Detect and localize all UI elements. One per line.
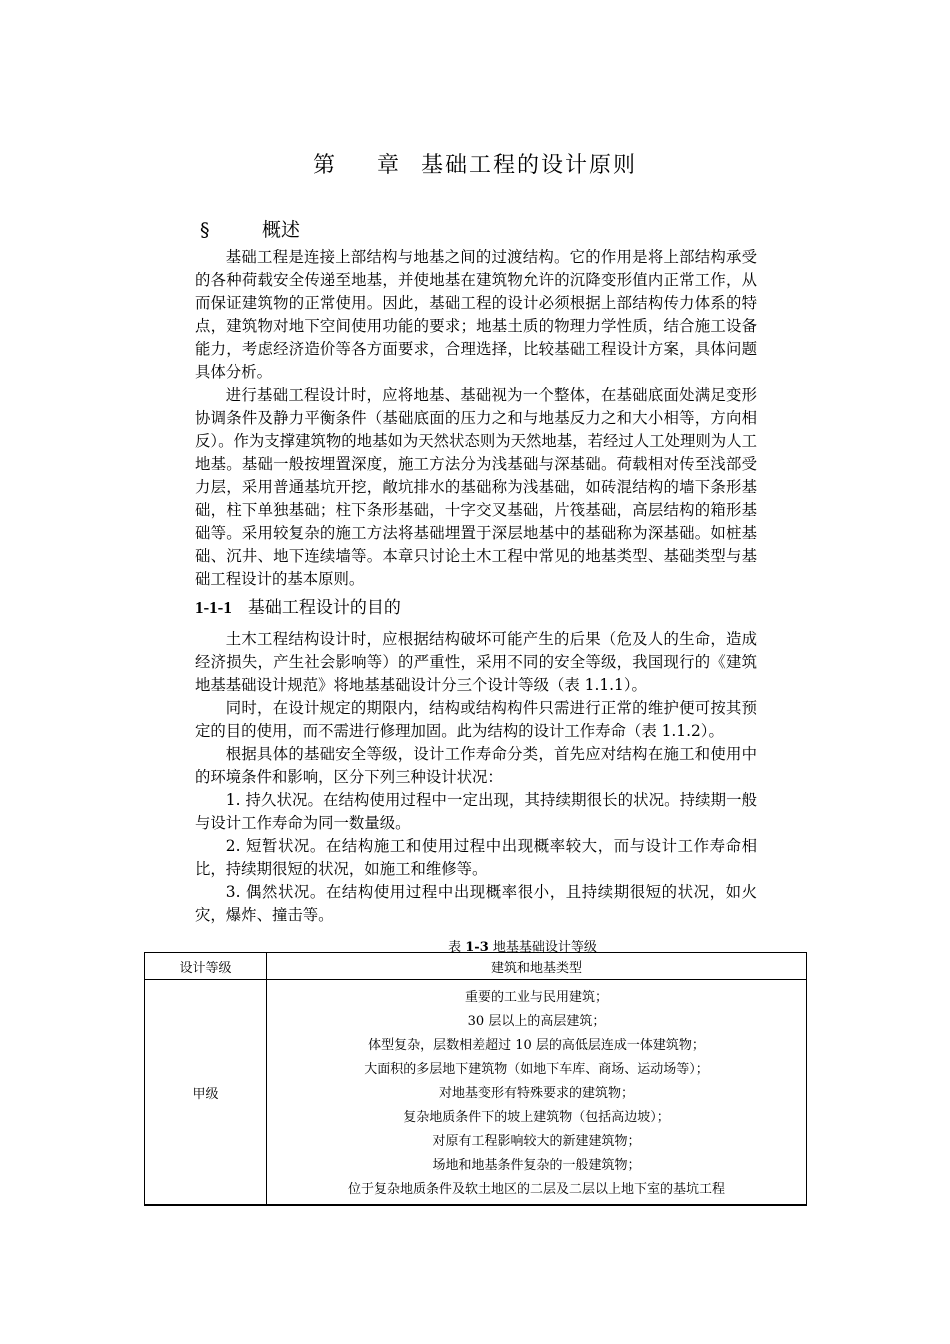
subsection-heading bbox=[195, 593, 401, 618]
building-type-item: 体型复杂，层数相差超过 10 层的高低层连成一体建筑物； bbox=[368, 1038, 705, 1053]
section-heading bbox=[200, 215, 300, 242]
design-grade-table bbox=[144, 952, 807, 1206]
paragraph: 土木工程结构设计时，应根据结构破坏可能产生的后果（危及人的生命，造成经济损失，产生社会影响等）的严重性，采用不同的安全等级，我国现行的《建筑地基基础设计规范》将地基基础设计分三个设计等级（表 1.1.1）。 bbox=[195, 630, 757, 694]
types-cell bbox=[267, 980, 807, 1206]
building-type-item: 重要的工业与民用建筑； bbox=[464, 990, 608, 1005]
table-row bbox=[145, 980, 807, 1206]
grade-cell: 甲级 bbox=[145, 980, 267, 1206]
section-symbol: § bbox=[200, 219, 210, 241]
chapter-name: 基础工程的设计原则 bbox=[421, 153, 638, 178]
caption-prefix: 表 bbox=[448, 940, 462, 955]
subsection-number: 1-1-1 bbox=[195, 598, 232, 617]
subsection-title: 基础工程设计的目的 bbox=[247, 598, 401, 618]
caption-number: 1-3 bbox=[465, 940, 489, 955]
paragraph: 根据具体的基础安全等级，设计工作寿命分类，首先应对结构在施工和使用中的环境条件和影响，区分下列三种设计状况： bbox=[195, 745, 757, 786]
list-item: 3. 偶然状况。在结构使用过程中出现概率很小，且持续期很短的状况，如火灾，爆炸、撞击等。 bbox=[195, 883, 757, 924]
caption-text: 地基基础设计等级 bbox=[492, 940, 597, 955]
paragraph: 同时，在设计规定的期限内，结构或结构构件只需进行正常的维护便可按其预定的目的使用，而不需进行修理加固。此为结构的设计工作寿命（表 1.1.2）。 bbox=[195, 699, 757, 740]
chapter-suffix: 章 bbox=[376, 153, 401, 178]
building-type-item: 复杂地质条件下的坡上建筑物（包括高边坡）； bbox=[403, 1110, 670, 1125]
list-item: 2. 短暂状况。在结构施工和使用过程中出现概率较大，而与设计工作寿命相比，持续期很短的状况，如施工和维修等。 bbox=[195, 837, 757, 878]
building-type-item: 30 层以上的高层建筑； bbox=[467, 1014, 606, 1029]
section-title: 概述 bbox=[262, 219, 301, 241]
overview-text bbox=[195, 246, 757, 591]
types-list bbox=[267, 980, 806, 1204]
purpose-text bbox=[195, 628, 757, 927]
table-header-row bbox=[145, 953, 807, 980]
chapter-title bbox=[0, 148, 950, 179]
building-type-item: 对原有工程影响较大的新建建筑物； bbox=[432, 1134, 641, 1149]
building-type-item: 场地和地基条件复杂的一般建筑物； bbox=[432, 1158, 641, 1173]
header-grade: 设计等级 bbox=[145, 953, 267, 980]
chapter-prefix: 第 bbox=[312, 153, 337, 178]
building-type-item: 对地基变形有特殊要求的建筑物； bbox=[438, 1086, 634, 1101]
building-type-item: 位于复杂地质条件及软土地区的二层及二层以上地下室的基坑工程 bbox=[347, 1182, 725, 1197]
list-item: 1. 持久状况。在结构使用过程中一定出现，其持续期很长的状况。持续期一般与设计工作寿命为同一数量级。 bbox=[195, 791, 757, 832]
paragraph: 基础工程是连接上部结构与地基之间的过渡结构。它的作用是将上部结构承受的各种荷载安全传递至地基，并使地基在建筑物允许的沉降变形值内正常工作，从而保证建筑物的正常使用。因此，基础工程的设计必须根据上部结构传力体系的特点，建筑物对地下空间使用功能的要求；地基土质的物理力学性质，结合施工设备能力，考虑经济造价等各方面要求，合理选择，比较基础工程设计方案，具体问题具体分析。 bbox=[195, 248, 757, 381]
paragraph: 进行基础工程设计时，应将地基、基础视为一个整体，在基础底面处满足变形协调条件及静力平衡条件（基础底面的压力之和与地基反力之和大小相等，方向相反）。作为支撑建筑物的地基如为天然状态则为天然地基，若经过人工处理则为人工地基。基础一般按埋置深度，施工方法分为浅基础与深基础。荷载相对传至浅部受力层，采用普通基坑开挖，敞坑排水的基础称为浅基础，如砖混结构的墙下条形基础，柱下单独基础；柱下条形基础，十字交叉基础，片筏基础，高层结构的箱形基础等。采用较复杂的施工方法将基础埋置于深层地基中的基础称为深基础。如桩基础、沉井、地下连续墙等。本章只讨论土木工程中常见的地基类型、基础类型与基础工程设计的基本原则。 bbox=[195, 386, 757, 588]
building-type-item: 大面积的多层地下建筑物（如地下车库、商场、运动场等）； bbox=[364, 1062, 709, 1077]
header-types: 建筑和地基类型 bbox=[267, 953, 807, 980]
